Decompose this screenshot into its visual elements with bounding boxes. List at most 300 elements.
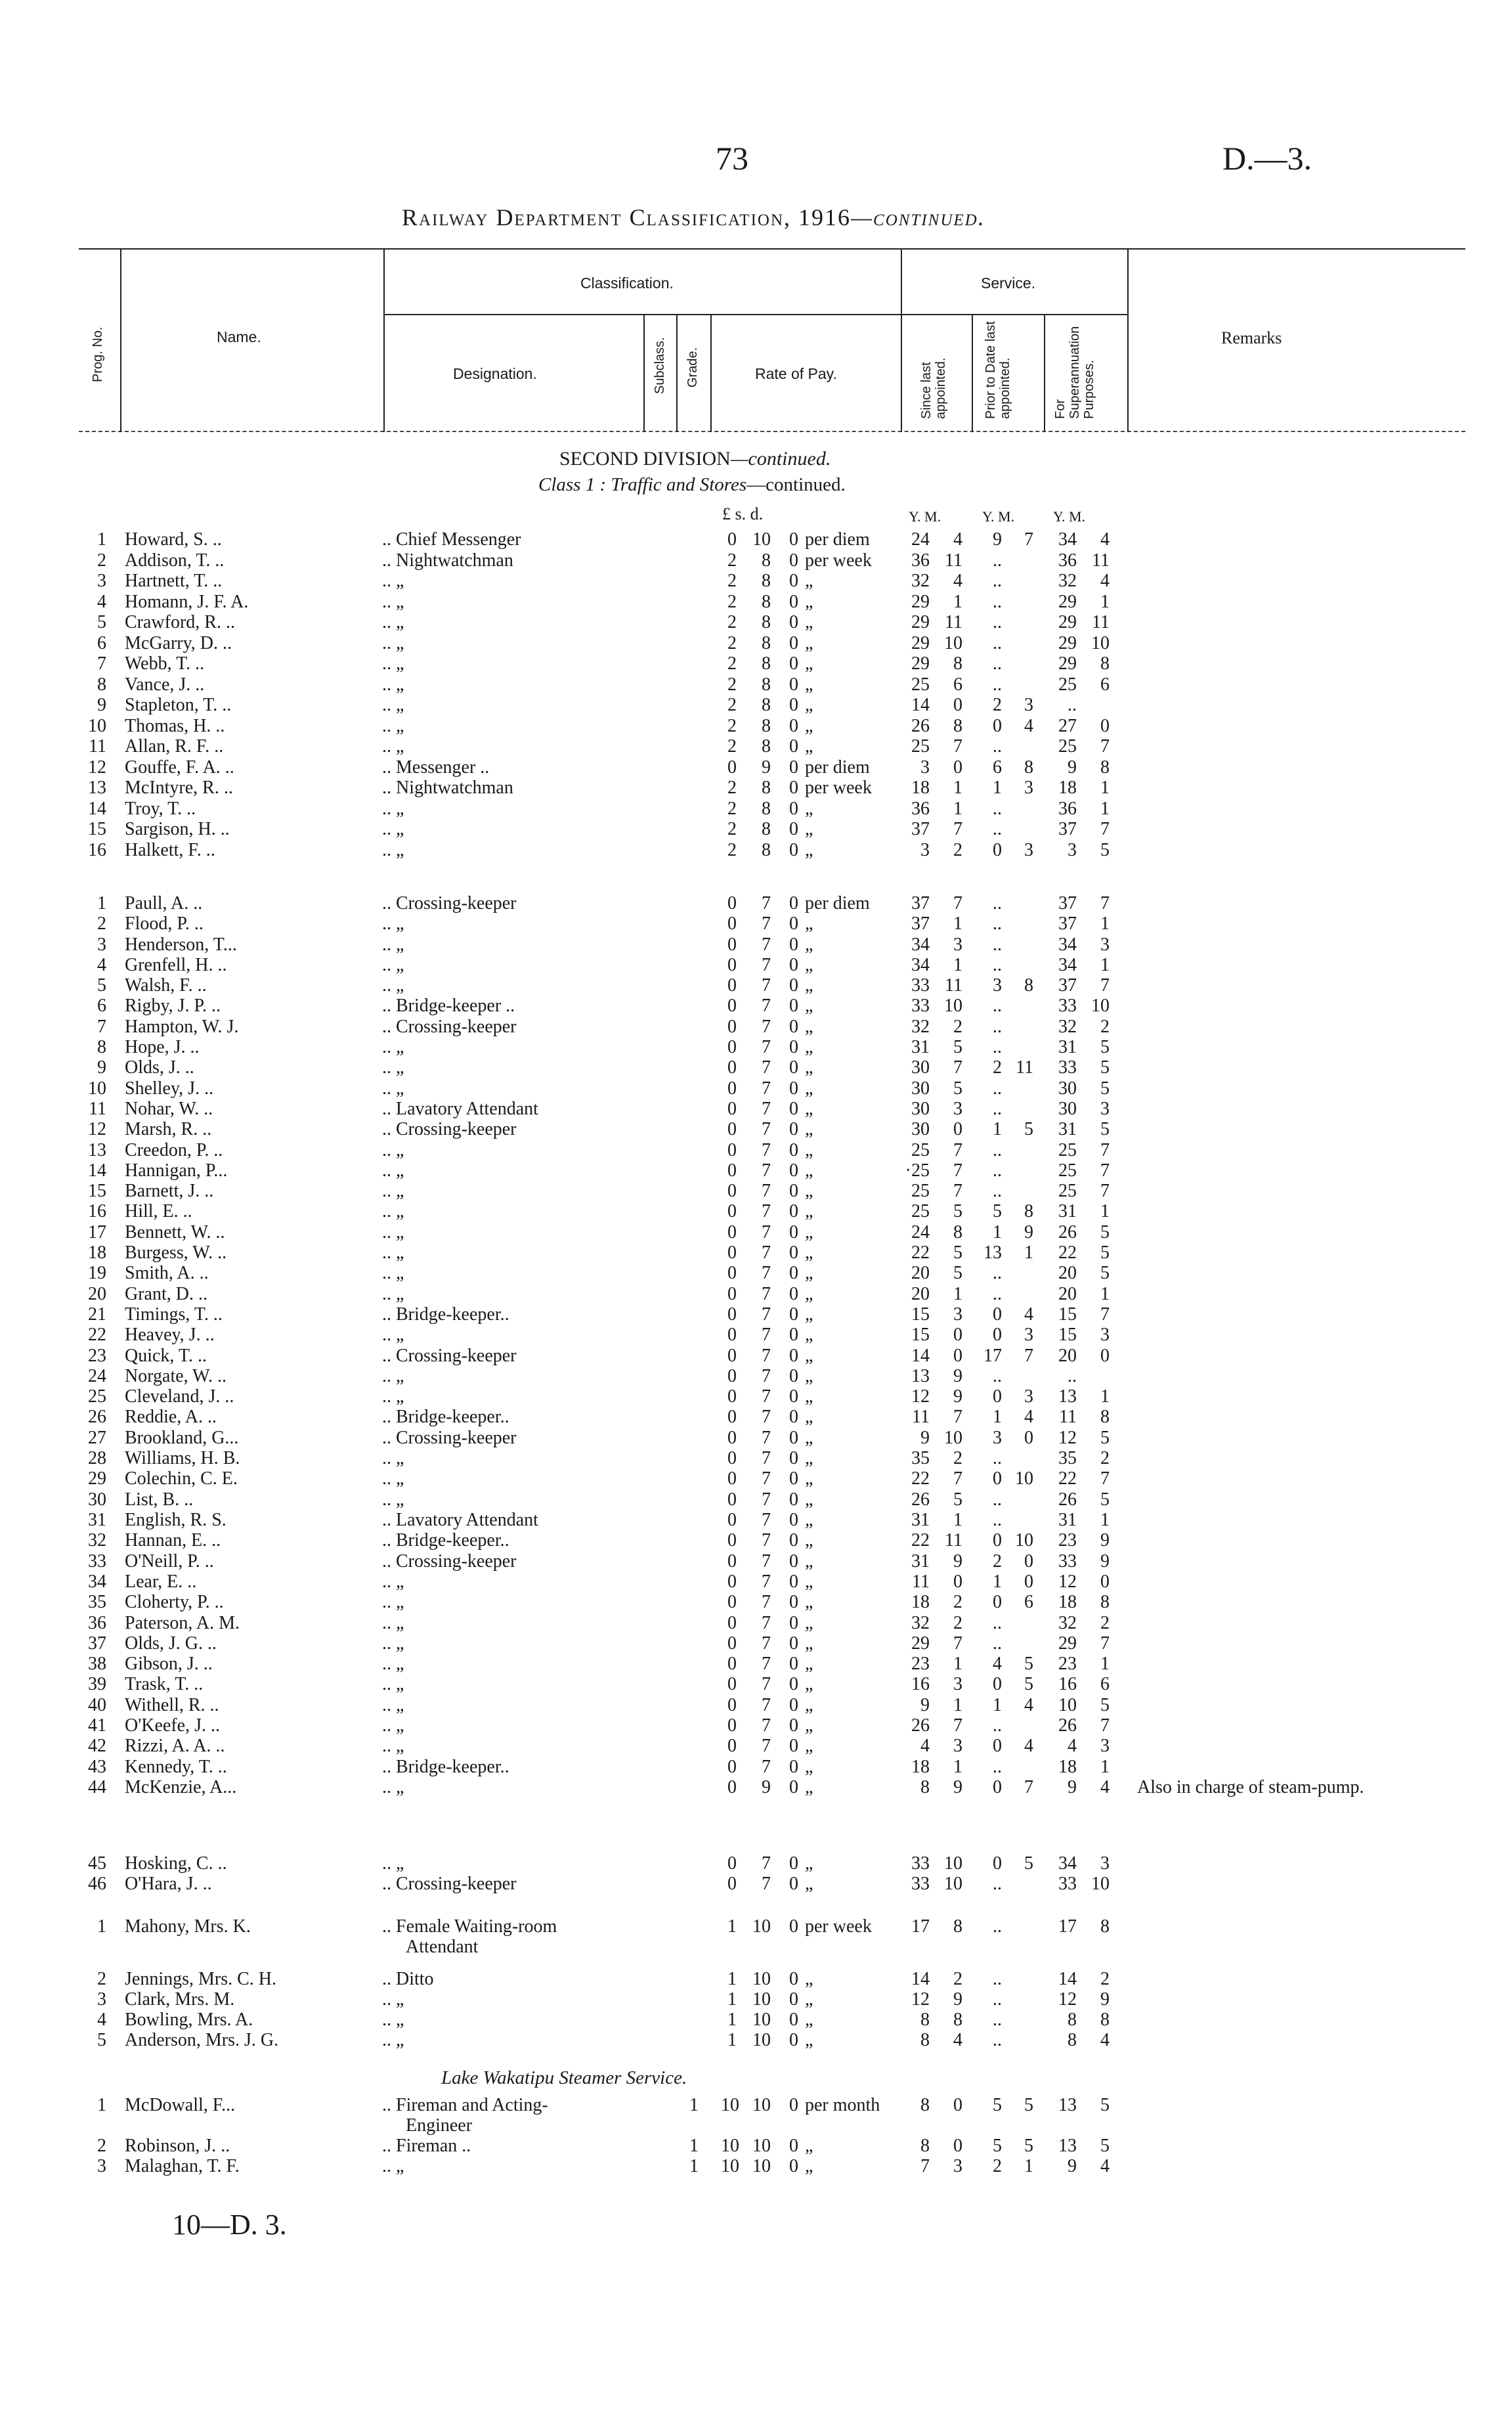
cell-since-years: 24 <box>911 1222 930 1243</box>
cell-pay-period: „ <box>805 2010 813 2030</box>
cell-pay-period: „ <box>805 674 813 695</box>
cell-since-months: 11 <box>945 1530 962 1551</box>
cell-super-years: 22 <box>1058 1243 1077 1263</box>
cell-since-months: 5 <box>953 1037 962 1057</box>
cell-super-years: 23 <box>1058 1654 1077 1674</box>
cell-designation: .. „ <box>382 955 404 975</box>
cell-super-years: 32 <box>1058 1613 1077 1633</box>
cell-since-months: 1 <box>953 1510 962 1530</box>
cell-pay-pounds: 0 <box>727 1715 737 1736</box>
cell-pay-pounds: 0 <box>727 996 737 1016</box>
cell-prior-years: 6 <box>993 757 1002 778</box>
cell-prog-no: 15 <box>88 1181 106 1201</box>
table-row <box>0 819 1512 839</box>
cell-pay-pounds: 0 <box>727 1654 737 1674</box>
cell-since-years: 7 <box>920 2156 930 2176</box>
cell-pay-shillings: 8 <box>762 799 771 819</box>
cell-prior-years: 4 <box>993 1654 1002 1674</box>
cell-super-years: 10 <box>1058 1695 1077 1715</box>
cell-pay-pounds: 0 <box>727 1243 737 1263</box>
cell-prog-no: 8 <box>97 1037 106 1057</box>
cell-prog-no: 4 <box>97 2010 106 2030</box>
cell-pay-pounds: 0 <box>727 1160 737 1181</box>
cell-prior-months: 10 <box>1015 1468 1033 1489</box>
cell-pay-pounds: 0 <box>727 1078 737 1099</box>
cell-since-months: 0 <box>953 1346 962 1366</box>
cell-pay-shillings: 7 <box>762 1510 771 1530</box>
cell-prior-years: 0 <box>993 1386 1002 1407</box>
cell-pay-pounds: 0 <box>727 955 737 975</box>
cell-prior-years: 0 <box>993 716 1002 736</box>
table-row <box>0 716 1512 736</box>
cell-super-months: 2 <box>1100 1448 1110 1468</box>
cell-since-years: 32 <box>911 1017 930 1037</box>
cell-pay-shillings: 8 <box>762 653 771 674</box>
cell-prior-years: .. <box>993 612 1002 632</box>
cell-pay-pounds: 0 <box>727 975 737 996</box>
cell-pay-pence: 0 <box>789 1969 798 1989</box>
cell-grade: 1 <box>689 2095 699 2115</box>
cell-super-years: 18 <box>1058 778 1077 798</box>
cell-pay-period: „ <box>805 1468 813 1489</box>
cell-pay-pounds: 0 <box>727 1633 737 1654</box>
cell-pay-pounds: 1 <box>727 2030 737 2050</box>
cell-super-months: 7 <box>1100 736 1110 757</box>
cell-pay-pounds: 2 <box>727 550 737 571</box>
cell-designation: .. „ <box>382 1366 404 1386</box>
cell-prior-years: .. <box>993 1989 1002 2010</box>
cell-pay-period: „ <box>805 1243 813 1263</box>
table-row <box>0 674 1512 695</box>
cell-name: Hannan, E. .. <box>125 1530 221 1551</box>
cell-pay-shillings: 7 <box>762 1592 771 1612</box>
cell-pay-shillings: 7 <box>762 1428 771 1448</box>
cell-prior-years: .. <box>993 955 1002 975</box>
cell-pay-period: „ <box>805 592 813 612</box>
cell-designation: .. „ <box>382 819 404 839</box>
cell-super-months: 8 <box>1100 2010 1110 2030</box>
cell-super-months: 3 <box>1100 1325 1110 1345</box>
cell-designation: .. „ <box>382 1736 404 1756</box>
cell-designation: .. Lavatory Attendant <box>382 1099 538 1119</box>
cell-designation: .. „ <box>382 1057 404 1078</box>
cell-designation: .. Lavatory Attendant <box>382 1510 538 1530</box>
cell-super-years: 25 <box>1058 1140 1077 1160</box>
cell-super-years: 18 <box>1058 1757 1077 1777</box>
cell-designation: .. „ <box>382 1140 404 1160</box>
cell-designation: .. „ <box>382 1654 404 1674</box>
cell-since-years: 37 <box>911 893 930 913</box>
cell-prog-no: 15 <box>88 819 106 839</box>
cell-name: Gouffe, F. A. .. <box>125 757 234 778</box>
cell-prog-no: 7 <box>97 1017 106 1037</box>
cell-since-years: 23 <box>911 1654 930 1674</box>
cell-pay-pounds: 0 <box>727 1140 737 1160</box>
cell-pay-pence: 0 <box>789 1572 798 1592</box>
cell-pay-period: „ <box>805 695 813 715</box>
cell-name: Thomas, H. .. <box>125 716 225 736</box>
cell-name: Paterson, A. M. <box>125 1613 240 1633</box>
cell-super-months: 1 <box>1100 799 1110 819</box>
cell-prior-years: 0 <box>993 1325 1002 1345</box>
cell-pay-pence: 0 <box>789 1160 798 1181</box>
table-row <box>0 1160 1512 1181</box>
cell-name: Williams, H. B. <box>125 1448 240 1468</box>
cell-pay-pence: 0 <box>789 1078 798 1099</box>
cell-super-years: 18 <box>1058 1592 1077 1612</box>
cell-super-months: 5 <box>1100 2136 1110 2156</box>
cell-since-years: 13 <box>911 1366 930 1386</box>
cell-pay-period: per diem <box>805 529 870 550</box>
cell-since-years: 18 <box>911 1757 930 1777</box>
cell-since-months: 4 <box>953 2030 962 2050</box>
cell-designation: .. „ <box>382 975 404 996</box>
cell-designation: .. „ <box>382 1263 404 1283</box>
cell-super-years: 29 <box>1058 653 1077 674</box>
cell-prior-months: 11 <box>1016 1057 1033 1078</box>
cell-prior-years: 0 <box>993 1736 1002 1756</box>
cell-pay-pence: 0 <box>789 819 798 839</box>
cell-pay-period: „ <box>805 1037 813 1057</box>
cell-pay-shillings: 7 <box>762 1181 771 1201</box>
cell-prior-months: 4 <box>1024 1736 1033 1756</box>
cell-since-months: 7 <box>953 736 962 757</box>
cell-super-years: 23 <box>1058 1530 1077 1551</box>
cell-prog-no: 19 <box>88 1263 106 1283</box>
cell-super-years: 37 <box>1058 893 1077 913</box>
cell-pay-pounds: 10 <box>721 2095 739 2115</box>
cell-since-years: 15 <box>911 1304 930 1325</box>
cell-since-years: 25 <box>911 1140 930 1160</box>
cell-prior-years: .. <box>993 1757 1002 1777</box>
cell-pay-pounds: 2 <box>727 736 737 757</box>
cell-super-months: 8 <box>1100 1592 1110 1612</box>
cell-super-months: 7 <box>1100 1715 1110 1736</box>
cell-prior-months: 7 <box>1024 1346 1033 1366</box>
cell-pay-pence: 0 <box>789 975 798 996</box>
cell-super-years: 14 <box>1058 1969 1077 1989</box>
cell-since-years: 35 <box>911 1448 930 1468</box>
cell-pay-period: „ <box>805 1119 813 1139</box>
cell-name: Kennedy, T. .. <box>125 1757 227 1777</box>
cell-pay-pounds: 0 <box>727 1057 737 1078</box>
cell-since-years: 34 <box>911 935 930 955</box>
cell-designation: .. Nightwatchman <box>382 778 513 798</box>
cell-designation: .. „ <box>382 1572 404 1592</box>
cell-name: Robinson, J. .. <box>125 2136 230 2156</box>
cell-pay-pence: 0 <box>789 1777 798 1797</box>
cell-prior-months: 0 <box>1024 1551 1033 1572</box>
cell-pay-pounds: 10 <box>721 2156 739 2176</box>
cell-pay-shillings: 7 <box>762 1407 771 1427</box>
cell-prog-no: 10 <box>88 716 106 736</box>
cell-pay-shillings: 7 <box>762 1674 771 1694</box>
cell-prior-years: 2 <box>993 1057 1002 1078</box>
cell-name: Howard, S. .. <box>125 529 222 550</box>
cell-designation: .. „ <box>382 1674 404 1694</box>
cell-pay-pounds: 0 <box>727 1428 737 1448</box>
table-row <box>0 1181 1512 1201</box>
cell-pay-pence: 0 <box>789 716 798 736</box>
cell-super-months: 10 <box>1091 996 1110 1016</box>
cell-pay-pounds: 1 <box>727 1989 737 2010</box>
cell-super-months: 9 <box>1100 1989 1110 2010</box>
cell-prog-no: 29 <box>88 1468 106 1489</box>
cell-super-months: 0 <box>1100 1346 1110 1366</box>
cell-super-years: 34 <box>1058 529 1077 550</box>
table-row <box>0 1037 1512 1057</box>
table-row <box>0 1284 1512 1304</box>
cell-prog-no: 1 <box>97 529 106 550</box>
table-row <box>0 1366 1512 1386</box>
table-row <box>0 1674 1512 1694</box>
cell-prog-no: 13 <box>88 1140 106 1160</box>
cell-super-years: 31 <box>1058 1119 1077 1139</box>
cell-pay-shillings: 7 <box>762 1119 771 1139</box>
cell-since-years: 32 <box>911 1613 930 1633</box>
table-row <box>0 1572 1512 1592</box>
cell-since-years: 25 <box>911 736 930 757</box>
units-pay: £ s. d. <box>722 504 764 523</box>
cell-since-years: 3 <box>920 757 930 778</box>
cell-designation: .. „ <box>382 1715 404 1736</box>
cell-designation: .. Crossing-keeper <box>382 1428 517 1448</box>
cell-name: Sargison, H. .. <box>125 819 230 839</box>
table-row <box>0 1304 1512 1325</box>
cell-designation: .. „ <box>382 571 404 591</box>
cell-prior-years: 3 <box>993 975 1002 996</box>
cell-designation: .. „ <box>382 1160 404 1181</box>
cell-pay-pence: 0 <box>789 1633 798 1654</box>
cell-pay-period: „ <box>805 1284 813 1304</box>
cell-name: Grenfell, H. .. <box>125 955 227 975</box>
cell-prior-years: 3 <box>993 1428 1002 1448</box>
cell-designation: .. „ <box>382 1695 404 1715</box>
header-for-superannuation: For Superannuation Purposes. <box>1053 326 1096 419</box>
table-row <box>0 2030 1512 2050</box>
cell-name: Grant, D. .. <box>125 1284 207 1304</box>
cell-pay-pounds: 0 <box>727 1017 737 1037</box>
header-designation: Designation. <box>453 365 537 382</box>
table-row <box>0 913 1512 934</box>
cell-grade: 1 <box>689 2136 699 2156</box>
cell-prior-months: 6 <box>1024 1592 1033 1612</box>
cell-since-years: 31 <box>911 1037 930 1057</box>
cell-pay-pence: 0 <box>789 1304 798 1325</box>
cell-since-years: 9 <box>920 1428 930 1448</box>
cell-pay-pounds: 0 <box>727 1448 737 1468</box>
cell-super-months: 5 <box>1100 1243 1110 1263</box>
cell-super-years: 26 <box>1058 1715 1077 1736</box>
cell-super-years: 30 <box>1058 1099 1077 1119</box>
cell-designation: .. „ <box>382 633 404 653</box>
cell-name: Brookland, G... <box>125 1428 239 1448</box>
cell-since-years: 30 <box>911 1057 930 1078</box>
cell-pay-pounds: 0 <box>727 1874 737 1894</box>
cell-prog-no: 25 <box>88 1386 106 1407</box>
cell-since-months: 0 <box>953 1572 962 1592</box>
table-row <box>0 592 1512 612</box>
cell-name: Timings, T. .. <box>125 1304 223 1325</box>
cell-super-years: 15 <box>1058 1304 1077 1325</box>
cell-super-years: 15 <box>1058 1325 1077 1345</box>
cell-since-months: 2 <box>953 1448 962 1468</box>
cell-designation: .. „ <box>382 1201 404 1221</box>
table-row <box>0 1530 1512 1551</box>
cell-name: Jennings, Mrs. C. H. <box>125 1969 277 1989</box>
cell-pay-pence: 0 <box>789 1119 798 1139</box>
document-reference: D.—3. <box>1222 140 1312 177</box>
cell-prior-years: .. <box>993 2030 1002 2050</box>
cell-pay-pounds: 2 <box>727 612 737 632</box>
cell-pay-shillings: 7 <box>762 1243 771 1263</box>
cell-super-months: 6 <box>1100 674 1110 695</box>
cell-since-years: 8 <box>920 2010 930 2030</box>
cell-prior-years: 0 <box>993 1592 1002 1612</box>
cell-name: Quick, T. .. <box>125 1346 207 1366</box>
cell-since-months: 2 <box>953 1017 962 1037</box>
cell-since-months: 7 <box>953 819 962 839</box>
cell-prior-years: .. <box>993 653 1002 674</box>
cell-pay-pounds: 0 <box>727 1674 737 1694</box>
cell-pay-pounds: 1 <box>727 2010 737 2030</box>
cell-super-years: 29 <box>1058 633 1077 653</box>
cell-super-months: 2 <box>1100 1613 1110 1633</box>
cell-pay-period: „ <box>805 1530 813 1551</box>
cell-name: Shelley, J. .. <box>125 1078 214 1099</box>
cell-super-months: 10 <box>1091 633 1110 653</box>
cell-super-months: 4 <box>1100 2156 1110 2176</box>
cell-since-months: 10 <box>944 633 962 653</box>
cell-prior-months: 8 <box>1024 757 1033 778</box>
cell-pay-pence: 0 <box>789 840 798 860</box>
cell-prior-years: 1 <box>993 1572 1002 1592</box>
cell-pay-shillings: 8 <box>762 633 771 653</box>
division-title-main: SECOND DIVISION <box>559 448 731 470</box>
cell-name: Malaghan, T. F. <box>125 2156 240 2176</box>
cell-since-years: 29 <box>911 612 930 632</box>
cell-pay-shillings: 7 <box>762 1853 771 1874</box>
cell-super-years: 25 <box>1058 1181 1077 1201</box>
cell-name: O'Neill, P. .. <box>125 1551 214 1572</box>
cell-super-years: 25 <box>1058 736 1077 757</box>
cell-prog-no: 11 <box>89 1099 106 1119</box>
table-row <box>0 1222 1512 1243</box>
cell-pay-pence: 0 <box>789 2136 798 2156</box>
cell-name: Homann, J. F. A. <box>125 592 249 612</box>
cell-name: Hampton, W. J. <box>125 1017 239 1037</box>
cell-super-years: 8 <box>1068 2010 1077 2030</box>
cell-pay-shillings: 7 <box>762 975 771 996</box>
cell-since-years: 3 <box>920 840 930 860</box>
cell-since-months: 9 <box>953 1386 962 1407</box>
cell-pay-pence: 0 <box>789 799 798 819</box>
cell-since-months: 1 <box>953 1757 962 1777</box>
cell-prior-months: 7 <box>1024 1777 1033 1797</box>
cell-designation: .. „ <box>382 1989 404 2010</box>
cell-super-months: 5 <box>1100 1057 1110 1078</box>
cell-super-months: 8 <box>1100 1916 1110 1937</box>
table-row <box>0 1099 1512 1119</box>
cell-since-months: 2 <box>953 1592 962 1612</box>
cell-prog-no: 1 <box>97 893 106 913</box>
cell-prior-years: 5 <box>993 1201 1002 1221</box>
cell-designation: .. Messenger .. <box>382 757 490 778</box>
cell-prior-years: .. <box>993 1874 1002 1894</box>
cell-pay-period: „ <box>805 1654 813 1674</box>
cell-pay-pounds: 0 <box>727 1468 737 1489</box>
cell-name: Cleveland, J. .. <box>125 1386 234 1407</box>
cell-name: Bennett, W. .. <box>125 1222 225 1243</box>
cell-prog-no: 16 <box>88 840 106 860</box>
cell-pay-pence: 0 <box>789 1222 798 1243</box>
cell-pay-period: „ <box>805 2156 813 2176</box>
cell-pay-pence: 0 <box>789 2010 798 2030</box>
cell-prog-no: 17 <box>88 1222 106 1243</box>
cell-super-years: 13 <box>1058 2136 1077 2156</box>
cell-prog-no: 1 <box>97 2095 106 2115</box>
cell-pay-shillings: 10 <box>752 2136 771 2156</box>
cell-since-months: 5 <box>953 1243 962 1263</box>
cell-name: Colechin, C. E. <box>125 1468 238 1489</box>
cell-pay-pounds: 0 <box>727 1407 737 1427</box>
cell-pay-period: „ <box>805 996 813 1016</box>
cell-pay-period: „ <box>805 1510 813 1530</box>
cell-since-years: 17 <box>911 1916 930 1937</box>
cell-pay-pounds: 0 <box>727 913 737 934</box>
cell-prior-years: .. <box>993 1181 1002 1201</box>
cell-pay-pence: 0 <box>789 1366 798 1386</box>
cell-since-months: 7 <box>953 1407 962 1427</box>
cell-prior-months: 5 <box>1024 2095 1033 2115</box>
cell-super-months: 7 <box>1100 1140 1110 1160</box>
table-row <box>0 1428 1512 1448</box>
cell-super-months: 7 <box>1100 1304 1110 1325</box>
cell-pay-period: „ <box>805 1366 813 1386</box>
cell-prior-years: 2 <box>993 695 1002 715</box>
cell-prog-no: 12 <box>88 757 106 778</box>
cell-prior-years: .. <box>993 674 1002 695</box>
cell-designation: .. „ <box>382 736 404 757</box>
cell-super-months: 3 <box>1100 935 1110 955</box>
cell-since-months: 11 <box>945 550 962 571</box>
class-title-main: Class 1 : Traffic and Stores <box>538 474 747 495</box>
cell-pay-period: „ <box>805 1448 813 1468</box>
table-row <box>0 1140 1512 1160</box>
cell-designation: .. „ <box>382 1284 404 1304</box>
cell-pay-shillings: 7 <box>762 1695 771 1715</box>
cell-since-months: 3 <box>953 1736 962 1756</box>
cell-prog-no: 10 <box>88 1078 106 1099</box>
cell-pay-period: per diem <box>805 893 870 913</box>
cell-pay-pounds: 2 <box>727 840 737 860</box>
cell-designation: .. „ <box>382 1592 404 1612</box>
header-subclass: Subclass. <box>653 337 667 394</box>
table-row <box>0 1489 1512 1510</box>
cell-prior-years: 1 <box>993 1119 1002 1139</box>
cell-pay-shillings: 7 <box>762 1633 771 1654</box>
cell-super-years: .. <box>1068 1366 1077 1386</box>
cell-super-months: 1 <box>1100 1284 1110 1304</box>
cell-prior-years: .. <box>993 1099 1002 1119</box>
cell-pay-pounds: 0 <box>727 1853 737 1874</box>
cell-pay-pence: 0 <box>789 757 798 778</box>
class-title <box>538 474 846 496</box>
cell-since-years: 22 <box>911 1243 930 1263</box>
cell-pay-shillings: 7 <box>762 1757 771 1777</box>
cell-pay-pounds: 0 <box>727 1695 737 1715</box>
cell-since-years: 32 <box>911 571 930 591</box>
